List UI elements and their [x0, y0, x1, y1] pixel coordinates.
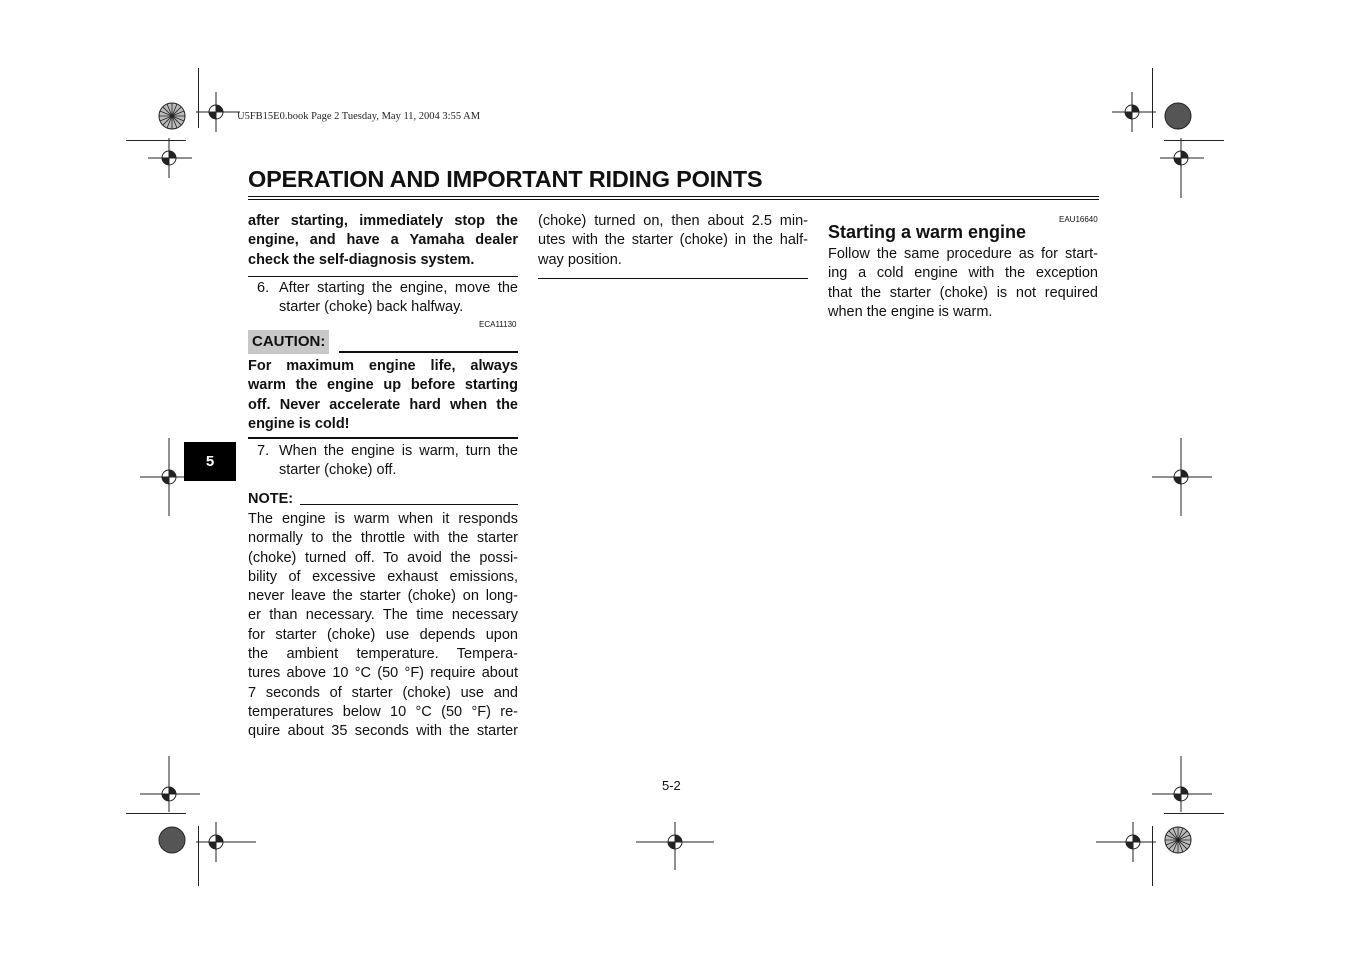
text-line: For maximum engine life, always: [248, 358, 518, 374]
note-text: [248, 510, 518, 742]
registration-crosshair-icon: [148, 138, 192, 178]
caution-code: ECA11130: [479, 320, 517, 329]
text-line: that the starter (choke) is not required: [828, 284, 1098, 301]
intro-warning: [248, 212, 518, 270]
text-line: The engine is warm when it responds: [248, 511, 518, 527]
step-number: 6.: [257, 280, 270, 296]
note-label: NOTE:: [248, 491, 294, 507]
text-line: After starting the engine, move the: [279, 280, 518, 296]
chapter-tab: 5: [184, 442, 236, 481]
text-line: bility of excessive exhaust emissions,: [248, 568, 518, 585]
section-title: OPERATION AND IMPORTANT RIDING POINTS: [248, 166, 763, 192]
registration-crosshair-icon: [1152, 438, 1212, 516]
registration-rosette-icon: [1164, 826, 1192, 854]
text-line: off. Never accelerate hard when the: [248, 396, 518, 413]
text-line: utes with the starter (choke) in the half-: [538, 232, 808, 249]
caution-rule: [339, 351, 518, 353]
registration-crosshair-icon: [1152, 756, 1212, 816]
registration-crosshair-icon: [1096, 822, 1156, 862]
registration-crosshair-icon: [196, 92, 240, 132]
title-rule: [248, 196, 1099, 197]
text-line: normally to the throttle with the starter: [248, 530, 518, 547]
caution-end-rule: [248, 437, 518, 439]
text-line: (choke) turned off. To avoid the possi-: [248, 549, 518, 566]
registration-crosshair-icon: [636, 822, 714, 870]
registration-rosette-icon: [158, 102, 186, 130]
file-header: U5FB15E0.book Page 2 Tuesday, May 11, 2004 3:55 AM: [237, 111, 481, 122]
registration-rosette-icon: [1164, 102, 1192, 130]
caution-label: CAUTION:: [248, 330, 329, 354]
text-line: quire about 35 seconds with the starter: [248, 723, 518, 740]
text-line: warm the engine up before starting: [248, 377, 518, 394]
text-line: ing a cold engine with the exception: [828, 265, 1098, 282]
text-line: check the self-diagnosis system.: [248, 251, 475, 268]
step-number: 7.: [257, 443, 270, 459]
text-line: starter (choke) off.: [279, 462, 397, 479]
text-line: tures above 10 °C (50 °F) require about: [248, 665, 518, 682]
page-number: 5-2: [662, 778, 681, 793]
text-line: (choke) turned on, then about 2.5 min-: [538, 213, 808, 229]
registration-crosshair-icon: [1160, 138, 1204, 198]
warning-end-rule: [248, 276, 518, 277]
registration-crosshair-icon: [140, 756, 200, 816]
registration-rosette-icon: [158, 826, 186, 854]
text-line: Follow the same procedure as for start-: [828, 246, 1098, 262]
text-line: when the engine is warm.: [828, 303, 993, 320]
registration-crosshair-icon: [196, 822, 256, 862]
warm-engine-heading: Starting a warm engine: [828, 222, 1027, 242]
note-end-rule: [538, 278, 808, 279]
section-code: EAU16640: [1059, 215, 1098, 224]
text-line: temperatures below 10 °C (50 °F) re-: [248, 703, 518, 720]
step-6: [248, 279, 518, 318]
text-line: starter (choke) back halfway.: [279, 299, 464, 316]
step-7: [248, 442, 518, 481]
text-line: never leave the starter (choke) on long-: [248, 588, 518, 605]
text-line: after starting, immediately stop the: [248, 213, 518, 229]
text-line: engine, and have a Yamaha dealer: [248, 232, 518, 249]
text-line: er than necessary. The time necessary: [248, 607, 518, 624]
note-rule: [300, 504, 518, 505]
caution-text: [248, 357, 518, 434]
registration-crosshair-icon: [1112, 92, 1156, 132]
text-line: for starter (choke) use depends upon: [248, 626, 518, 643]
text-line: When the engine is warm, turn the: [279, 443, 518, 459]
title-rule: [248, 199, 1099, 200]
text-line: way position.: [538, 251, 622, 268]
text-line: 7 seconds of starter (choke) use and: [248, 684, 518, 701]
text-line: the ambient temperature. Tempera-: [248, 646, 518, 663]
note-continuation: [538, 212, 808, 270]
text-line: engine is cold!: [248, 415, 350, 432]
warm-engine-text: [828, 245, 1098, 322]
